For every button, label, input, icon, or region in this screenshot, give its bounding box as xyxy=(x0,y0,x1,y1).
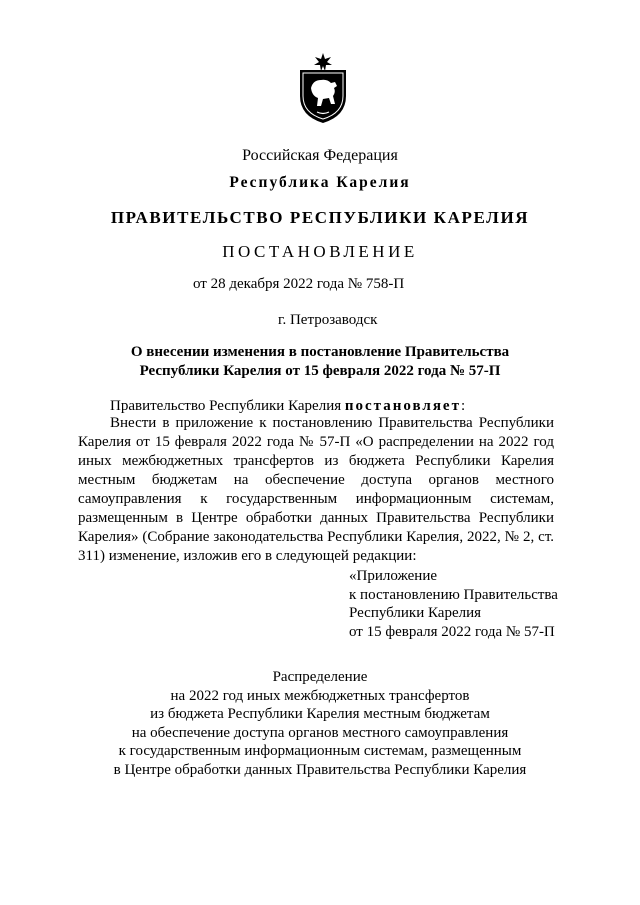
distribution-line: Распределение xyxy=(272,669,368,685)
karelia-coat-of-arms-icon xyxy=(297,52,349,124)
distribution-line: из бюджета Республики Карелия местным бюджетам xyxy=(150,706,490,723)
appendix-line: к постановлению Правительства xyxy=(349,586,558,603)
title-line: Республики Карелия от 15 февраля 2022 года № 57-П xyxy=(139,363,501,379)
distribution-line: в Центре обработки данных Правительства Республики Карелия xyxy=(113,761,527,778)
document-type: ПОСТАНОВЛЕНИЕ xyxy=(222,242,418,261)
distribution-title xyxy=(0,668,640,780)
appendix-line: Республики Карелия xyxy=(349,605,482,621)
document-title xyxy=(0,343,640,381)
appendix-line: от 15 февраля 2022 года № 57-П xyxy=(349,623,555,640)
amendment-paragraph: Внести в приложение к постановлению Правительства Республики Карелия от 15 февраля 2022 года № 57-П «О распределении на 2022 год иных межбюджетных трансфертов из бюджета Республики Карелия местным бюджетам на обеспечение доступа органов местного самоуправления к государственным информационным системам, размещенным в Центре обработки данных Правительства Республики Карелия» (Собрание законодательства Республики Карелия, 2022, № 2, ст. 311) изменение, изложив его в следующей редакции: xyxy=(78,415,554,564)
resolution-prefix: Правительство Республики Карелия xyxy=(110,398,345,414)
distribution-line: на обеспечение доступа органов местного самоуправления xyxy=(131,724,509,741)
resolves-word: постановляет xyxy=(344,398,461,414)
appendix-header xyxy=(349,567,558,641)
city: г. Петрозаводск xyxy=(278,312,378,328)
government-name: ПРАВИТЕЛЬСТВО РЕСПУБЛИКИ КАРЕЛИЯ xyxy=(110,208,530,227)
resolution-suffix: : xyxy=(460,398,466,414)
country-name: Российская Федерация xyxy=(242,147,398,164)
date-line: от 28 декабря 2022 года № 758-П xyxy=(193,276,405,292)
distribution-line: на 2022 год иных межбюджетных трансфертов xyxy=(170,687,470,704)
distribution-line: к государственным информационным системам, размещенным xyxy=(118,743,522,760)
republic-name: Республика Карелия xyxy=(229,174,411,191)
title-line: О внесении изменения в постановление Правительства xyxy=(130,344,510,360)
appendix-line: «Приложение xyxy=(349,568,438,584)
